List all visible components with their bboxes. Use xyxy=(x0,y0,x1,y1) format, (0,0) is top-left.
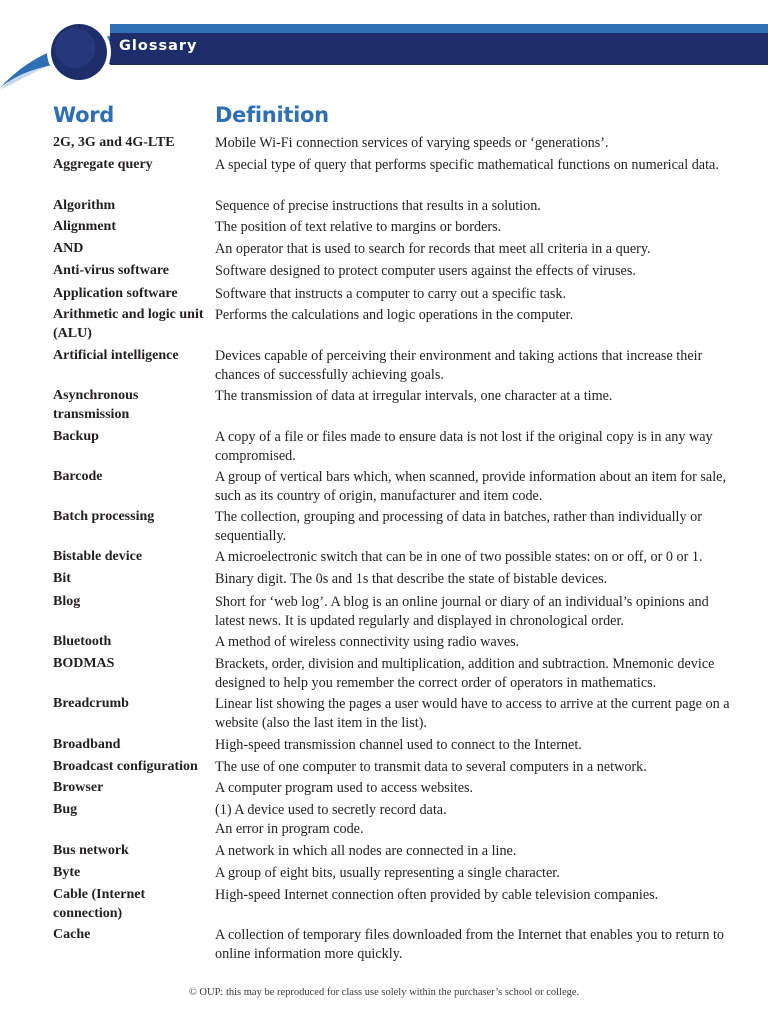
glossary-definition: A network in which all nodes are connected in a line. xyxy=(215,843,517,859)
glossary-term: Bug xyxy=(53,802,78,817)
glossary-term: Artificial intelligence xyxy=(53,348,179,363)
glossary-definition: Software that instructs a computer to carry out a specific task. xyxy=(215,286,567,302)
glossary-definition: An operator that is used to search for records that meet all criteria in a query. xyxy=(215,241,651,257)
glossary-term: Asynchronous transmission xyxy=(53,388,139,422)
definition-column-heading: Definition xyxy=(215,103,329,127)
glossary-term: Backup xyxy=(53,429,99,444)
glossary-term: Bistable device xyxy=(53,549,143,564)
glossary-definition: Short for ‘web log’. A blog is an online journal or diary of an individual’s opinions and latest news. It is updated regularly and displayed in chronological order. xyxy=(215,594,709,629)
glossary-term: Aggregate query xyxy=(53,157,153,172)
glossary-definition: The transmission of data at irregular intervals, one character at a time. xyxy=(215,388,613,404)
glossary-term: AND xyxy=(53,241,84,256)
glossary-definition: Sequence of precise instructions that results in a solution. xyxy=(215,198,541,214)
glossary-definition: The position of text relative to margins or borders. xyxy=(215,219,502,235)
glossary-definition: A copy of a file or files made to ensure data is not lost if the original copy is in any way compromised. xyxy=(215,429,713,464)
glossary-term: Breadcrumb xyxy=(53,696,129,711)
glossary-definition: A group of eight bits, usually representing a single character. xyxy=(215,865,560,881)
glossary-definition: Brackets, order, division and multiplication, addition and subtraction. Mnemonic device designed to help you remember the correct order of operators in mathematics. xyxy=(215,656,715,691)
glossary-term: Broadcast configuration xyxy=(53,759,198,774)
glossary-definition: A group of vertical bars which, when scanned, provide information about an item for sale, such as its country of origin, manufacturer and item code. xyxy=(215,469,726,504)
header-title: Glossary xyxy=(119,38,198,54)
glossary-definition: A microelectronic switch that can be in one of two possible states: on or off, or 0 or 1. xyxy=(215,549,703,565)
glossary-definition: A collection of temporary files downloaded from the Internet that enables you to return to online information more quickly. xyxy=(215,927,725,962)
glossary-term: Batch processing xyxy=(53,509,155,524)
glossary-definition: (1) A device used to secretly record data. An error in program code. xyxy=(215,802,447,837)
glossary-term: Application software xyxy=(53,286,178,301)
glossary-term: Browser xyxy=(53,780,104,795)
glossary-term: Bit xyxy=(53,571,71,586)
glossary-term: Bus network xyxy=(53,843,129,858)
glossary-definition: Software designed to protect computer users against the effects of viruses. xyxy=(215,263,636,279)
glossary-definition: The use of one computer to transmit data to several computers in a network. xyxy=(215,759,647,775)
glossary-definition: Performs the calculations and logic operations in the computer. xyxy=(215,307,574,323)
glossary-definition: A special type of query that performs specific mathematical functions on numerical data. xyxy=(215,157,719,173)
glossary-term: Barcode xyxy=(53,469,103,484)
glossary-term: Anti-virus software xyxy=(53,263,170,278)
glossary-term: Algorithm xyxy=(53,198,116,213)
glossary-term: Alignment xyxy=(53,219,116,234)
word-column-heading: Word xyxy=(53,103,115,127)
glossary-term: Byte xyxy=(53,865,81,880)
glossary-definition: High-speed Internet connection often provided by cable television companies. xyxy=(215,887,659,903)
glossary-definition: A method of wireless connectivity using radio waves. xyxy=(215,634,520,650)
glossary-term: Arithmetic and logic unit (ALU) xyxy=(53,307,204,341)
glossary-definition: A computer program used to access websites. xyxy=(215,780,474,796)
glossary-term: Blog xyxy=(53,594,81,609)
glossary-definition: The collection, grouping and processing of data in batches, rather than individually or sequentially. xyxy=(215,509,702,544)
glossary-definition: Mobile Wi-Fi connection services of varying speeds or ‘generations’. xyxy=(215,135,609,151)
glossary-term: BODMAS xyxy=(53,656,115,671)
glossary-definition: Devices capable of perceiving their environment and taking actions that increase their chances of successfully achieving goals. xyxy=(215,348,703,383)
glossary-term: 2G, 3G and 4G-LTE xyxy=(53,135,175,150)
glossary-definition: High-speed transmission channel used to connect to the Internet. xyxy=(215,737,582,753)
glossary-term: Broadband xyxy=(53,737,121,752)
glossary-definition: Binary digit. The 0s and 1s that describe the state of bistable devices. xyxy=(215,571,608,587)
copyright-footer: © OUP: this may be reproduced for class use solely within the purchaser’s school or college. xyxy=(188,987,580,998)
glossary-definition: Linear list showing the pages a user would have to access to arrive at the current page on a website (also the last item in the list). xyxy=(215,696,730,731)
glossary-term: Cable (Internet connection) xyxy=(53,887,146,921)
glossary-term: Cache xyxy=(53,927,91,942)
glossary-term: Bluetooth xyxy=(53,634,112,649)
